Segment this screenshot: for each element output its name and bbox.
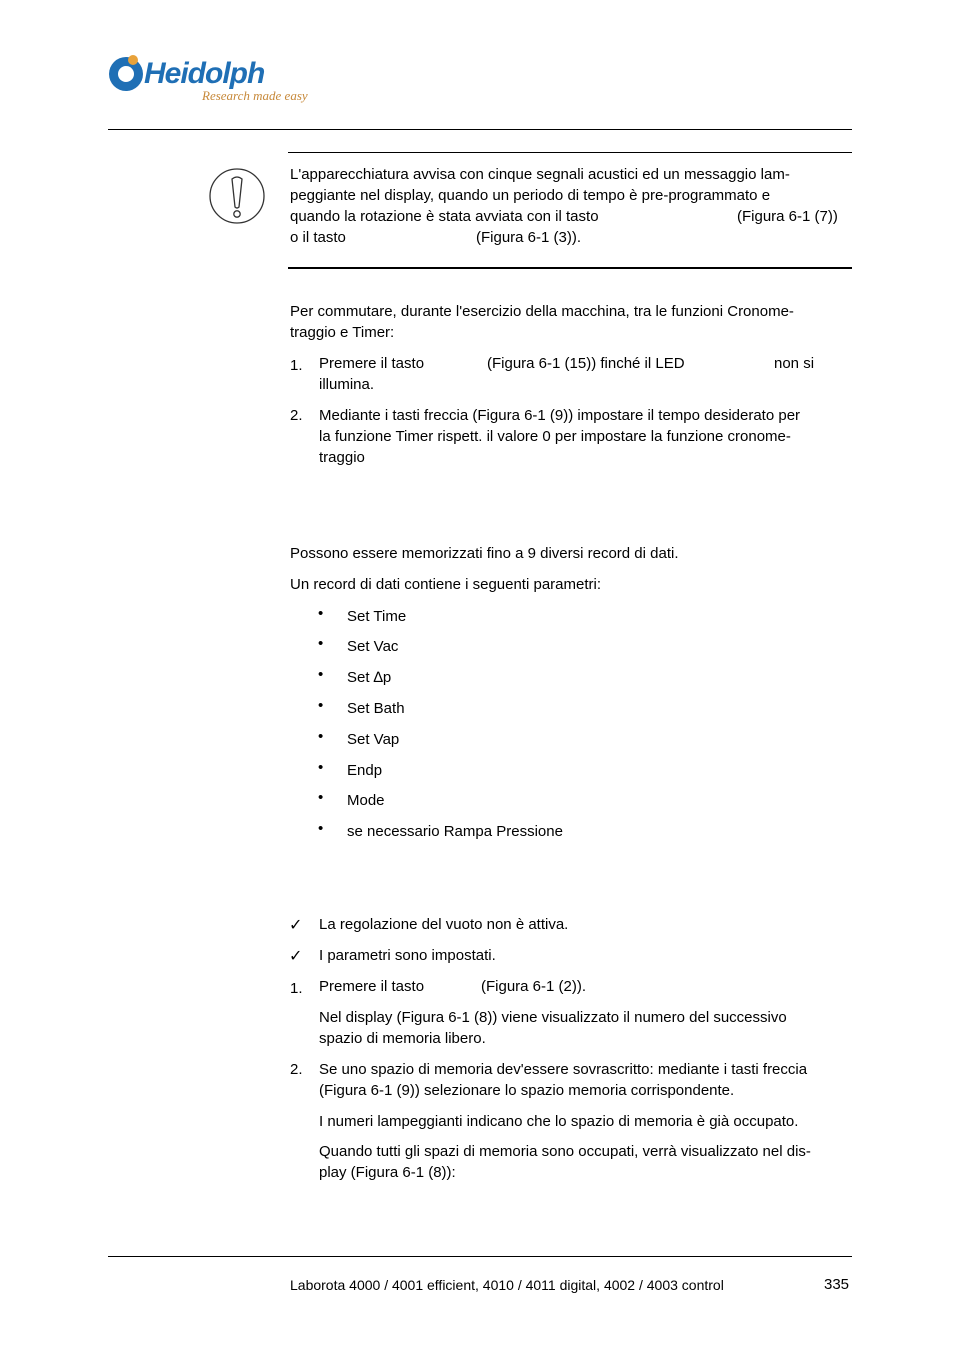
param-item: Endp [347, 762, 383, 779]
switch-intro-line-2: traggio e Timer: [290, 324, 395, 341]
logo-tagline: Research made easy [202, 88, 308, 103]
store-step-2-line-2: (Figura 6-1 (9)) selezionare lo spazio memoria corrispondente. [319, 1082, 735, 1099]
switch-step-1-continuation: illumina. [319, 376, 375, 393]
switch-step-1-number: 1. [290, 357, 303, 374]
notice-line-3: quando la rotazione è stata avviata con il tasto [290, 208, 599, 225]
param-bullet: • [318, 635, 324, 652]
store-step-2-note: I numeri lampeggianti indicano che lo spazio di memoria è già occupato. [319, 1113, 799, 1130]
switch-step-2-line-2: la funzione Timer rispett. il valore 0 per impostare la funzione cronome- [319, 428, 791, 445]
heidolph-logo-mark-icon [106, 50, 146, 94]
store-step-2-line-1: Se uno spazio di memoria dev'essere sovrascritto: mediante i tasti freccia [319, 1061, 808, 1078]
footer-rule [108, 1256, 852, 1257]
switch-intro-line-1: Per commutare, durante l'esercizio della macchina, tra le funzioni Cronome- [290, 303, 794, 320]
param-item: Set Vac [347, 638, 399, 655]
header-rule [108, 129, 852, 130]
prereq-1: La regolazione del vuoto non è attiva. [319, 916, 569, 933]
notice-line-4: o il tasto [290, 229, 346, 246]
records-paragraph-2: Un record di dati contiene i seguenti parametri: [290, 576, 602, 593]
param-bullet: • [318, 759, 324, 776]
records-paragraph-1: Possono essere memorizzati fino a 9 diversi record di dati. [290, 545, 679, 562]
checkmark-icon: ✓ [289, 948, 303, 965]
param-item: Set Bath [347, 700, 405, 717]
switch-step-1-text-a: Premere il tasto [319, 355, 425, 372]
param-bullet: • [318, 789, 324, 806]
store-step-2-number: 2. [290, 1061, 303, 1078]
param-item: Set Vap [347, 731, 400, 748]
param-bullet: • [318, 666, 324, 683]
store-step-2-detail-2: play (Figura 6-1 (8)): [319, 1164, 456, 1181]
warning-exclamation-icon [208, 167, 266, 225]
param-item: Set ∆p [347, 669, 392, 686]
param-bullet: • [318, 728, 324, 745]
heidolph-logo [106, 50, 326, 114]
param-bullet: • [318, 697, 324, 714]
store-step-1-text-b: (Figura 6-1 (2)). [481, 978, 587, 995]
prereq-2: I parametri sono impostati. [319, 947, 496, 964]
param-item: se necessario Rampa Pressione [347, 823, 563, 840]
notice-bottom-rule [288, 267, 852, 269]
store-step-1-detail-2: spazio di memoria libero. [319, 1030, 486, 1047]
logo-brand-text: Heidolph [144, 57, 265, 90]
param-item: Mode [347, 792, 385, 809]
notice-line-2: peggiante nel display, quando un periodo di tempo è pre-programmato e [290, 187, 771, 204]
notice-line-1: L'apparecchiatura avvisa con cinque segnali acustici ed un messaggio lam- [290, 166, 790, 183]
footer-model-text: Laborota 4000 / 4001 efficient, 4010 / 4011 digital, 4002 / 4003 control [290, 1277, 724, 1293]
checkmark-icon: ✓ [289, 917, 303, 934]
store-step-2-detail-1: Quando tutti gli spazi di memoria sono occupati, verrà visualizzato nel dis- [319, 1143, 811, 1160]
notice-top-rule [288, 152, 852, 153]
param-item: Set Time [347, 608, 407, 625]
notice-line-3-ref: (Figura 6-1 (7)) [737, 208, 838, 225]
switch-step-1-text-b: (Figura 6-1 (15)) finché il LED [487, 355, 685, 372]
page-number: 335 [824, 1276, 850, 1293]
param-bullet: • [318, 820, 324, 837]
store-step-1-text-a: Premere il tasto [319, 978, 425, 995]
switch-step-2-line-3: traggio [319, 449, 365, 466]
switch-step-2-number: 2. [290, 407, 303, 424]
switch-step-2-line-1: Mediante i tasti freccia (Figura 6-1 (9)) impostare il tempo desiderato per [319, 407, 801, 424]
store-step-1-detail-1: Nel display (Figura 6-1 (8)) viene visualizzato il numero del successivo [319, 1009, 787, 1026]
store-step-1-number: 1. [290, 980, 303, 997]
param-bullet: • [318, 605, 324, 622]
notice-line-4-ref: (Figura 6-1 (3)). [476, 229, 582, 246]
switch-step-1-text-c: non si [774, 355, 815, 372]
